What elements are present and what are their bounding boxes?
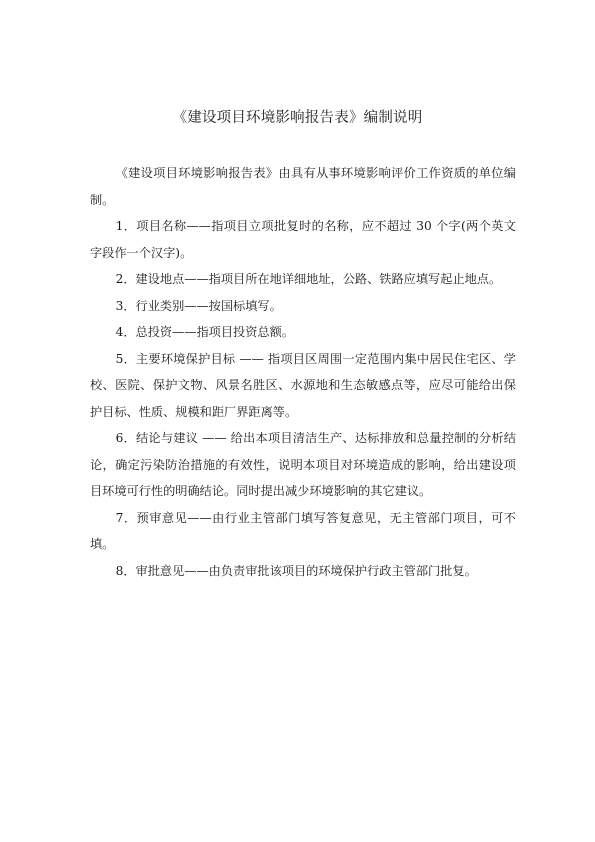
- item-preliminary-review: 7．预审意见——由行业主管部门填写答复意见，无主管部门项目，可不填。: [90, 510, 516, 551]
- item-project-name: 1．项目名称——指项目立项批复时的名称，应不超过 30 个字(两个英文字段作一个汉字)。: [90, 219, 516, 260]
- item-conclusions: 6．结论与建议 —— 给出本项目清洁生产、达标排放和总量控制的分析结论，确定污染防治措施的有效性，说明本项目对环境造成的影响，给出建设项目环境可行性的明确结论。同时提出减少环境影响的其它建议。: [90, 431, 516, 498]
- document-body: [90, 160, 516, 584]
- intro-paragraph: 《建设项目环境影响报告表》由具有从事环境影响评价工作资质的单位编制。: [90, 166, 516, 207]
- item-protection-targets: 5．主要环境保护目标 —— 指项目区周围一定范围内集中居民住宅区、学校、医院、保护文物、风景名胜区、水源地和生态敏感点等，应尽可能给出保护目标、性质、规模和距厂界距离等。: [90, 351, 516, 419]
- document-title: 《建设项目环境影响报告表》编制说明: [172, 110, 423, 126]
- item-total-investment: 4．总投资——指项目投资总额。: [115, 325, 294, 339]
- item-approval-opinion: 8．审批意见——由负责审批该项目的环境保护行政主管部门批复。: [115, 563, 477, 578]
- item-industry-category: 3．行业类别——按国标填写。: [115, 298, 282, 313]
- item-construction-location: 2．建设地点——指项目所在地详细地址，公路、铁路应填写起止地点。: [115, 272, 502, 286]
